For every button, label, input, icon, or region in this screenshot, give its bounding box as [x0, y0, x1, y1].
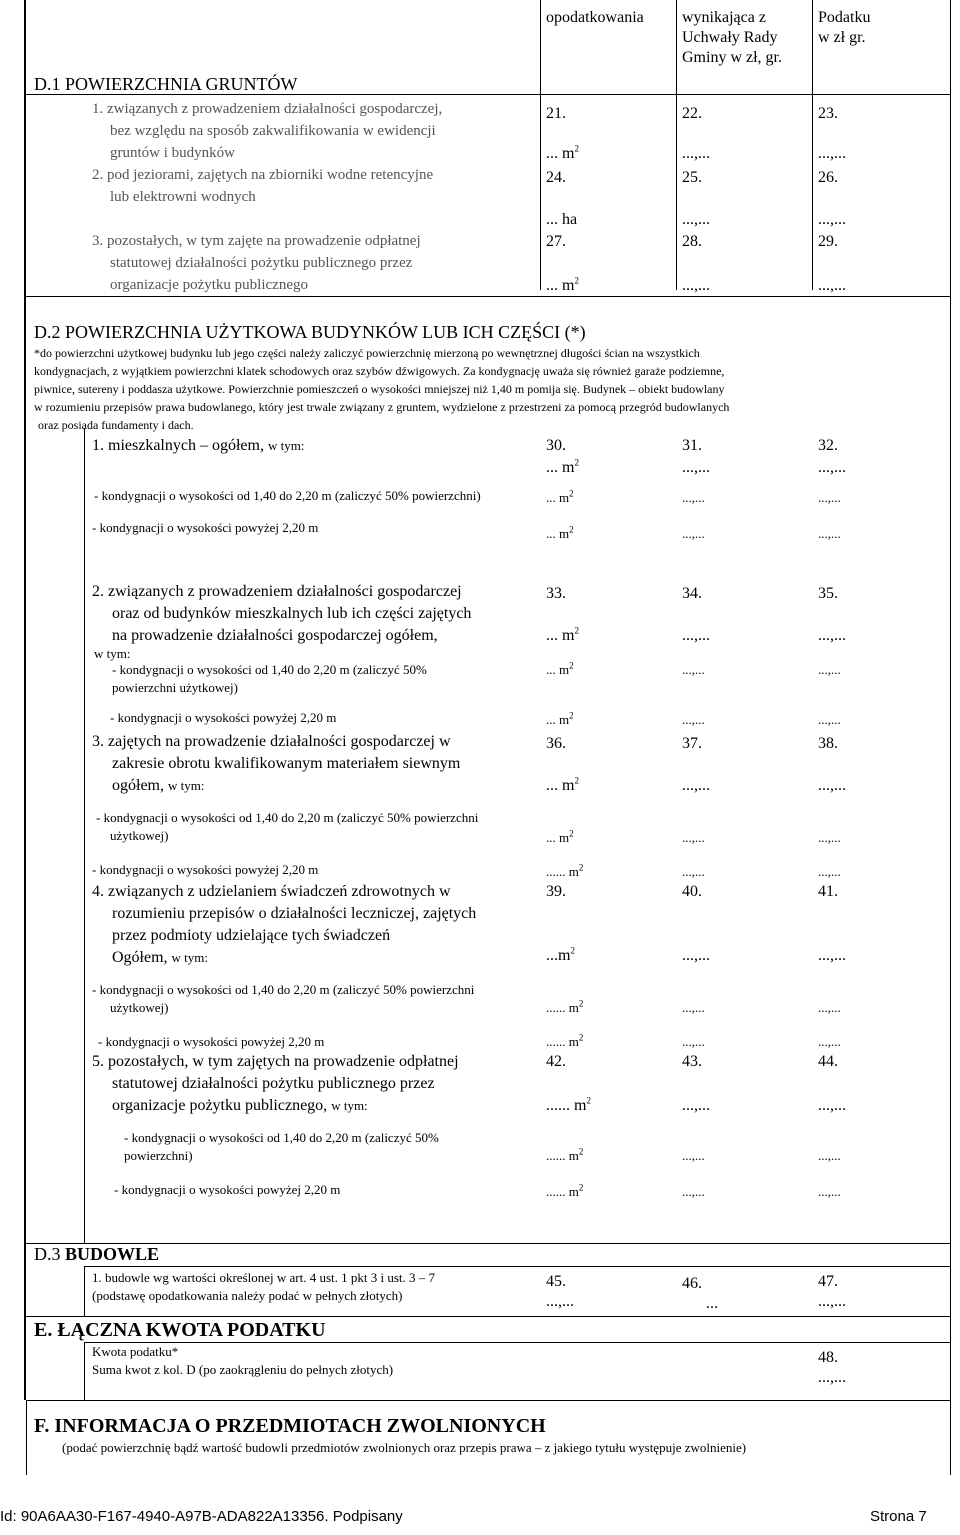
d2-item2-label-3: na prowadzenie działalności gospodarczej ogółem, [112, 627, 438, 644]
d2-item5-sub-a-val2[interactable]: ...,... [682, 1148, 705, 1163]
d2-note-4: w rozumieniu przepisów prawa budowlanego, który jest trwale związany z gruntem, wydzielone z przestrzeni za pomocą przegród budowlanych [34, 400, 730, 414]
d1-row1-val3[interactable]: ...,... [818, 145, 846, 162]
d2-item3-sub-a-val1[interactable]: ... $m^2$ [546, 828, 574, 845]
d2-item1-sub-b-val2[interactable]: ...,... [682, 526, 705, 541]
d2-item5-sub-b: - kondygnacji o wysokości powyżej 2,20 m [114, 1182, 341, 1197]
d2-item5-sub-b-val1[interactable]: ...... $m^2$ [546, 1182, 584, 1199]
footer-id: Id: 90A6AA30-F167-4940-A97B-ADA822A13356. Podpisany [0, 1508, 403, 1525]
d3-num1: 45. [546, 1273, 566, 1290]
d2-item1-num1: 30. [546, 437, 566, 454]
d2-item2-label-2: oraz od budynków mieszkalnych lub ich części zajętych [112, 605, 472, 622]
d2-item4-sub-a-val3[interactable]: ...,... [818, 1000, 841, 1015]
d2-item3-sub-a-val3[interactable]: ...,... [818, 830, 841, 845]
d2-item4-val3[interactable]: ...,... [818, 947, 846, 964]
d2-item2-sub-b-val3[interactable]: ...,... [818, 712, 841, 727]
d2-item2-val3[interactable]: ...,... [818, 627, 846, 644]
d2-item5-val3[interactable]: ...,... [818, 1097, 846, 1114]
header-col2-line2: Uchwały Rady [682, 29, 778, 46]
d2-item5-sub-a-1: - kondygnacji o wysokości od 1,40 do 2,20 m (zaliczyć 50% [124, 1130, 439, 1145]
d2-item3-sub-b-val1[interactable]: ...... $m^2$ [546, 862, 584, 879]
d2-item1-sub-a: - kondygnacji o wysokości od 1,40 do 2,20 m (zaliczyć 50% powierzchni) [94, 488, 481, 503]
d2-item1-sub-a-val2[interactable]: ...,... [682, 490, 705, 505]
d1-row1-val1[interactable]: ... $m^2$ [546, 143, 579, 162]
d1-row3-label-3: organizacje pożytku publicznego [110, 277, 308, 293]
d1-row2-num1: 24. [546, 169, 566, 186]
d2-item4-sub-b-val2[interactable]: ...,... [682, 1034, 705, 1049]
d2-note-2: kondygnacjach, z wyjątkiem powierzchni klatek schodowych oraz szybów dźwigowych. Za kondygnację uważa się również garaże podziemne, [34, 364, 725, 378]
d2-item4-sub-a-2: użytkowej) [110, 1000, 169, 1015]
d1-row2-val2[interactable]: ...,... [682, 211, 710, 228]
f-subtitle: (podać powierzchnię bądź wartość budowli przedmiotów zwolnionych oraz przepis prawa – z jakiego tytułu występuje zwolnienie) [62, 1440, 747, 1455]
d1-row3-num2: 28. [682, 233, 702, 250]
d1-row1-num1: 21. [546, 105, 566, 122]
d1-row3-num1: 27. [546, 233, 566, 250]
d2-item1-val1[interactable]: ... $m^2$ [546, 457, 579, 476]
d2-item3-num2: 37. [682, 735, 702, 752]
d3-top-rule [26, 1243, 950, 1244]
d1-row3-val1[interactable]: ... $m^2$ [546, 275, 579, 294]
header-col3-line1: Podatku [818, 9, 871, 26]
d2-item2-num2: 34. [682, 585, 702, 602]
col-divider-2 [676, 0, 677, 290]
d3-left-rule [84, 1266, 85, 1316]
d2-item1-sub-b-val1[interactable]: ... $m^2$ [546, 524, 574, 541]
d2-title: D.2 POWIERZCHNIA UŻYTKOWA BUDYNKÓW LUB ICH CZĘŚCI (*) [34, 322, 586, 342]
d1-row1-num2: 22. [682, 105, 702, 122]
col-divider-1 [540, 0, 541, 290]
d2-item4-num1: 39. [546, 883, 566, 900]
d1-row2-num3: 26. [818, 169, 838, 186]
d2-item2-num3: 35. [818, 585, 838, 602]
d2-item1-num2: 31. [682, 437, 702, 454]
d2-item4-sub-b: - kondygnacji o wysokości powyżej 2,20 m [98, 1034, 325, 1049]
d2-item4-num2: 40. [682, 883, 702, 900]
d2-item1-sub-a-val3[interactable]: ...,... [818, 490, 841, 505]
d1-row1-num3: 23. [818, 105, 838, 122]
d2-item3-sub-b-val3[interactable]: ...,... [818, 864, 841, 879]
d1-row2-label-1: 2. pod jeziorami, zajętych na zbiorniki wodne retencyjne [92, 167, 434, 183]
d1-row3-label-2: statutowej działalności pożytku publicznego przez [110, 255, 413, 271]
d2-item4-label-3: przez podmioty udzielające tych świadczeń [112, 927, 391, 944]
d2-item5-sub-b-val2[interactable]: ...,... [682, 1184, 705, 1199]
e-num: 48. [818, 1349, 838, 1366]
d1-row1-label-1: 1. związanych z prowadzeniem działalności gospodarczej, [92, 101, 443, 117]
d1-row1-val2[interactable]: ...,... [682, 145, 710, 162]
header-col2-line3: Gminy w zł, gr. [682, 49, 782, 66]
d2-note-1: *do powierzchni użytkowej budynku lub jego części należy zaliczyć powierzchnię mierzoną po wewnętrznej długości ścian na wszystkich [34, 346, 700, 360]
d2-item2-wtym: w tym: [94, 646, 131, 661]
d2-item5-val2[interactable]: ...,... [682, 1097, 710, 1114]
d2-item1-sub-b: - kondygnacji o wysokości powyżej 2,20 m [92, 520, 319, 535]
d2-item4-label-1: 4. związanych z udzielaniem świadczeń zdrowotnych w [92, 883, 451, 900]
d2-item1-val2[interactable]: ...,... [682, 459, 710, 476]
d3-val1[interactable]: ...,... [546, 1293, 574, 1310]
d1-bottom-rule [26, 296, 950, 297]
header-col2-line1: wynikająca z [682, 9, 766, 26]
d2-item5-sub-b-val3[interactable]: ...,... [818, 1184, 841, 1199]
d3-num3: 47. [818, 1273, 838, 1290]
d2-item2-sub-a-val1[interactable]: ... $m^2$ [546, 660, 574, 677]
d1-row3-val3[interactable]: ...,... [818, 277, 846, 294]
d2-item3-label-3: ogółem, w tym: [112, 777, 205, 794]
d2-item5-sub-a-val3[interactable]: ...,... [818, 1148, 841, 1163]
d1-row3-num3: 29. [818, 233, 838, 250]
d2-item3-label-2: zakresie obrotu kwalifikowanym materiałem siewnym [112, 755, 461, 772]
d2-item3-num3: 38. [818, 735, 838, 752]
d2-item3-sub-b-val2[interactable]: ...,... [682, 864, 705, 879]
d2-item2-label-1: 2. związanych z prowadzeniem działalności gospodarczej [92, 583, 462, 600]
d2-item1-sub-a-val1[interactable]: ... $m^2$ [546, 488, 574, 505]
d2-item3-val3[interactable]: ...,... [818, 777, 846, 794]
header-col1: opodatkowania [546, 9, 644, 26]
col-divider-3 [812, 0, 813, 290]
e-label-2: Suma kwot z kol. D (po zaokrągleniu do pełnych złotych) [92, 1362, 394, 1377]
d2-item3-sub-b: - kondygnacji o wysokości powyżej 2,20 m [92, 862, 319, 877]
d2-item3-sub-a-val2[interactable]: ...,... [682, 830, 705, 845]
d3-title: D.3 BUDOWLE [34, 1244, 160, 1264]
d3-label-2: (podstawę opodatkowania należy podać w pełnych złotych) [92, 1288, 403, 1303]
d1-row1-label-2: bez względu na sposób zakwalifikowania w ewidencji [110, 123, 436, 139]
d2-item2-sub-a-2: powierzchni użytkowej) [112, 680, 238, 695]
d2-item4-sub-a-1: - kondygnacji o wysokości od 1,40 do 2,20 m (zaliczyć 50% powierzchni [92, 982, 475, 997]
e-val[interactable]: ...,... [818, 1369, 846, 1386]
d2-item3-label-1: 3. zajętych na prowadzenie działalności gospodarczej w [92, 733, 451, 750]
d2-item5-num3: 44. [818, 1053, 838, 1070]
d2-item4-sub-b-val3[interactable]: ...,... [818, 1034, 841, 1049]
e-top-rule [26, 1316, 950, 1317]
d1-title: D.1 POWIERZCHNIA GRUNTÓW [34, 74, 298, 94]
d2-item5-sub-a-2: powierzchni) [124, 1148, 193, 1163]
header-col3-line2: w zł gr. [818, 29, 866, 46]
d2-item5-sub-a-val1[interactable]: ...... $m^2$ [546, 1146, 584, 1163]
d3-val3[interactable]: ...,... [818, 1293, 846, 1310]
d2-item2-sub-a-val3[interactable]: ...,... [818, 662, 841, 677]
d2-item2-sub-b-val1[interactable]: ... $m^2$ [546, 710, 574, 727]
f-frame-right [950, 1400, 951, 1475]
d3-inner-rule [84, 1266, 950, 1267]
d2-item5-label-2: statutowej działalności pożytku publicznego przez [112, 1075, 435, 1092]
d2-item3-val2[interactable]: ...,... [682, 777, 710, 794]
d2-item1-num3: 32. [818, 437, 838, 454]
d1-row2-num2: 25. [682, 169, 702, 186]
d2-item4-num3: 41. [818, 883, 838, 900]
d2-item4-sub-b-val1[interactable]: ...... $m^2$ [546, 1032, 584, 1049]
d2-item4-sub-a-val1[interactable]: ...... $m^2$ [546, 998, 584, 1015]
d2-item2-val1[interactable]: ... $m^2$ [546, 625, 579, 644]
d2-item4-val2[interactable]: ...,... [682, 947, 710, 964]
d3-num2: 46. [682, 1275, 702, 1292]
d2-item2-sub-b: - kondygnacji o wysokości powyżej 2,20 m [110, 710, 337, 725]
d2-item1-sub-b-val3[interactable]: ...,... [818, 526, 841, 541]
d1-row2-label-2: lub elektrowni wodnych [110, 189, 256, 205]
d2-item3-sub-a-2: użytkowej) [110, 828, 169, 843]
d2-item5-num1: 42. [546, 1053, 566, 1070]
d1-row3-val2[interactable]: ...,... [682, 277, 710, 294]
d2-item1-label: 1. mieszkalnych – ogółem, w tym: [92, 437, 305, 454]
d2-note-3: piwnice, sutereny i poddasza użytkowe. Powierzchnie pomieszczeń o wysokości mniejszej niż 1,40 m pomija się. Budynek – obiekt budowlany [34, 382, 725, 396]
d2-item5-label-1: 5. pozostałych, w tym zajętych na prowadzenie odpłatnej [92, 1053, 459, 1070]
d2-item4-label-2: rozumieniu przepisów o działalności leczniczej, zajętych [112, 905, 477, 922]
d2-item3-sub-a-1: - kondygnacji o wysokości od 1,40 do 2,20 m (zaliczyć 50% powierzchni [96, 810, 479, 825]
d2-item1-val3[interactable]: ...,... [818, 459, 846, 476]
e-title: E. ŁĄCZNA KWOTA PODATKU [34, 1319, 326, 1341]
f-title: F. INFORMACJA O PRZEDMIOTACH ZWOLNIONYCH [34, 1415, 546, 1437]
d2-item4-val1[interactable]: $...m^2$ [546, 945, 575, 964]
d2-item4-label-4: Ogółem, w tym: [112, 949, 209, 966]
e-left-rule [84, 1342, 85, 1400]
d2-note-5: oraz posiada fundamenty i dach. [38, 418, 194, 432]
d2-item2-sub-b-val2[interactable]: ...,... [682, 712, 705, 727]
d2-item2-num1: 33. [546, 585, 566, 602]
d1-row3-label-1: 3. pozostałych, w tym zajęte na prowadzenie odpłatnej [92, 233, 421, 249]
d1-row2-val3[interactable]: ...,... [818, 211, 846, 228]
d1-row1-label-3: gruntów i budynków [110, 145, 235, 161]
d2-item3-num1: 36. [546, 735, 566, 752]
d2-item2-sub-a-1: - kondygnacji o wysokości od 1,40 do 2,20 m (zaliczyć 50% [112, 662, 427, 677]
d1-row2-val1[interactable]: ... ha [546, 211, 578, 228]
f-frame-left [26, 1400, 27, 1475]
footer-page: Strona 7 [870, 1508, 927, 1525]
frame-left [24, 0, 26, 1400]
d2-item5-num2: 43. [682, 1053, 702, 1070]
d2-item2-val2[interactable]: ...,... [682, 627, 710, 644]
d3-val2[interactable]: ... [706, 1295, 718, 1312]
e-label-1: Kwota podatku* [92, 1344, 179, 1359]
d3-label-1: 1. budowle wg wartości określonej w art. 4 ust. 1 pkt 3 i ust. 3 – 7 [92, 1270, 436, 1285]
d2-item2-sub-a-val2[interactable]: ...,... [682, 662, 705, 677]
frame-right [950, 0, 951, 1400]
d2-item5-label-3: organizacje pożytku publicznego, w tym: [112, 1097, 368, 1114]
e-inner-rule [84, 1342, 950, 1343]
d2-item4-sub-a-val2[interactable]: ...,... [682, 1000, 705, 1015]
d2-left-rule [84, 428, 85, 1243]
d2-item3-val1[interactable]: ... $m^2$ [546, 775, 579, 794]
d2-item5-val1[interactable]: ...... $m^2$ [546, 1095, 591, 1114]
f-top-rule [26, 1400, 951, 1401]
